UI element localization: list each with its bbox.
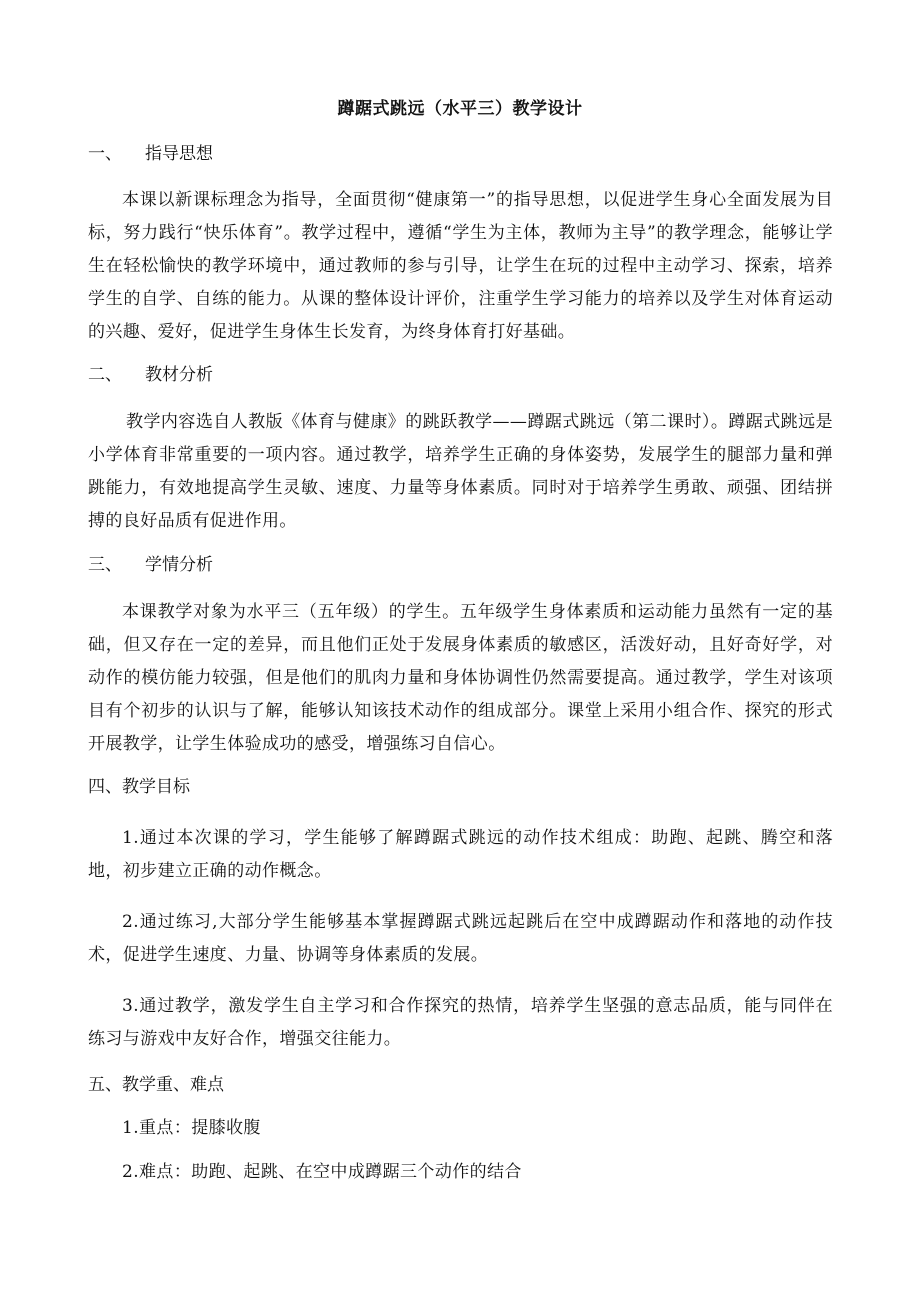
list-item: 1.重点：提膝收腹 — [122, 1118, 261, 1138]
paragraph-material-analysis: 教学内容选自人教版《体育与健康》的跳跃教学——蹲踞式跳远（第二课时）。蹲踞式跳远是小学体育非常重要的一项内容。通过教学，培养学生正确的身体姿势，发展学生的腿部力量和弹跳能力，有效地提高学生灵敏、速度、力量等身体素质。同时对于培养学生勇敢、顽强、团结拼搏的良好品质有促进作用。 — [88, 412, 833, 531]
list-item: 3.通过教学，激发学生自主学习和合作探究的热情，培养学生坚强的意志品质，能与同伴在练习与游戏中友好合作，增强交往能力。 — [88, 996, 833, 1049]
section-heading-teaching-objectives — [88, 775, 190, 799]
section-title: 指导思想 — [145, 144, 213, 164]
section-number: 四、 — [88, 777, 122, 797]
section-number: 三、 — [88, 555, 122, 575]
section-title: 教学重、难点 — [122, 1075, 224, 1095]
section-number: 一、 — [88, 144, 122, 164]
section-number: 二、 — [88, 365, 122, 385]
document-title: 蹲踞式跳远（水平三）教学设计 — [337, 99, 583, 119]
section-title: 教材分析 — [145, 365, 213, 385]
section-title: 学情分析 — [145, 555, 213, 575]
list-item: 2.难点：助跑、起跳、在空中成蹲踞三个动作的结合 — [122, 1162, 522, 1182]
paragraph-student-analysis: 本课教学对象为水平三（五年级）的学生。五年级学生身体素质和运动能力虽然有一定的基础，但又存在一定的差异，而且他们正处于发展身体素质的敏感区，活泼好动，且好奇好学，对动作的模仿能力较强，但是他们的肌肉力量和身体协调性仍然需要提高。通过教学，学生对该项目有个初步的认识与了解，能够认知该技术动作的组成部分。课堂上采用小组合作、探究的形式开展教学，让学生体验成功的感受，增强练习自信心。 — [88, 602, 833, 754]
section-heading-key-difficult-points — [88, 1073, 224, 1097]
list-item: 1.通过本次课的学习，学生能够了解蹲踞式跳远的动作技术组成：助跑、起跳、腾空和落地，初步建立正确的动作概念。 — [88, 828, 833, 881]
paragraph-guiding-ideology: 本课以新课标理念为指导，全面贯彻“健康第一”的指导思想，以促进学生身心全面发展为目标，努力践行“快乐体育”。教学过程中，遵循“学生为主体，教师为主导”的教学理念，能够让学生在轻松愉快的教学环境中，通过教师的参与引导，让学生在玩的过程中主动学习、探索，培养学生的自学、自练的能力。从课的整体设计评价，注重学生学习能力的培养以及学生对体育运动的兴趣、爱好，促进学生身体生长发育，为终身体育打好基础。 — [88, 190, 833, 342]
section-title: 教学目标 — [122, 777, 190, 797]
list-item: 2.通过练习,大部分学生能够基本掌握蹲踞式跳远起跳后在空中成蹲踞动作和落地的动作技术，促进学生速度、力量、协调等身体素质的发展。 — [88, 912, 833, 965]
section-number: 五、 — [88, 1075, 122, 1095]
section-heading-material-analysis — [88, 363, 213, 387]
section-heading-student-analysis — [88, 553, 213, 577]
section-heading-guiding-ideology — [88, 142, 213, 166]
